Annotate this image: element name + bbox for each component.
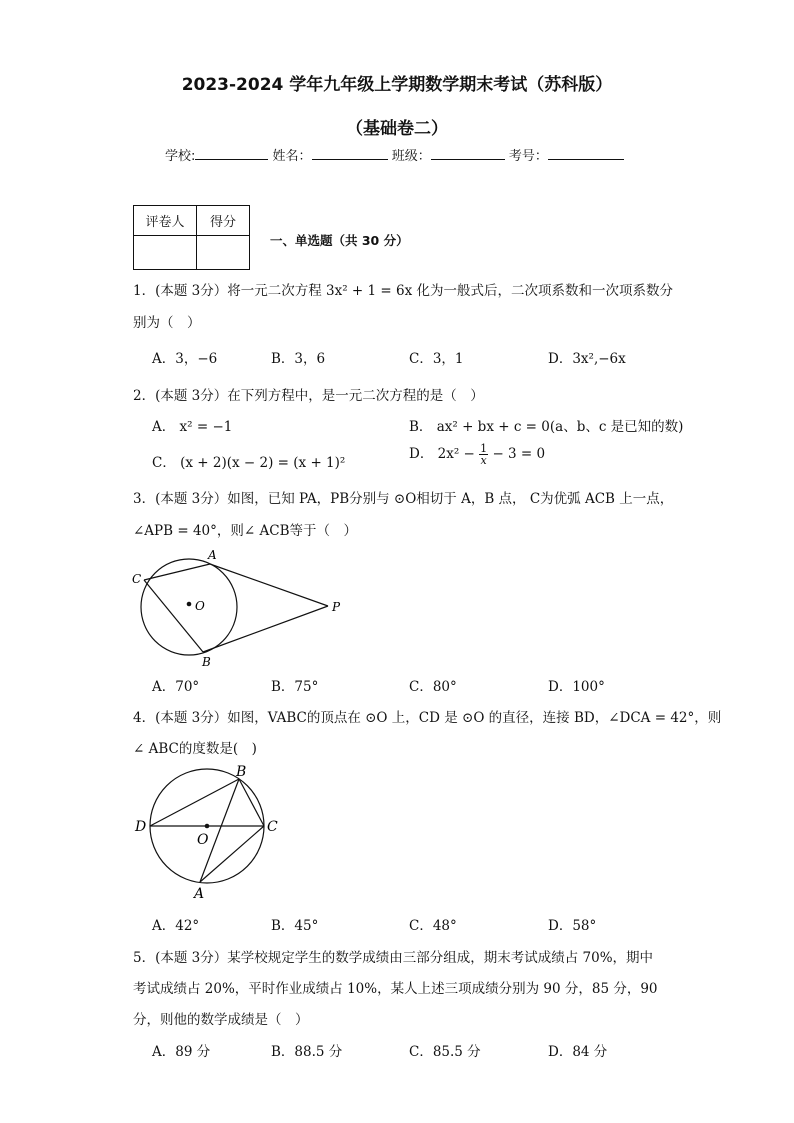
fraction-numerator: 1 bbox=[480, 442, 488, 455]
q4-stem-line1: 4．(本题 3分）如图，VABC的顶点在 ⊙O 上，CD 是 ⊙O 的直径，连接 BD，∠DCA = 42°，则 bbox=[133, 710, 722, 726]
q4-option-b[interactable]: B．45° bbox=[271, 918, 319, 934]
q4-chord-db bbox=[150, 779, 239, 826]
q1-option-d[interactable]: D．3x²,−6x bbox=[548, 351, 626, 367]
q5-stem-line3: 分，则他的数学成绩是（ ） bbox=[133, 1012, 309, 1028]
q5-option-b[interactable]: B．88.5 分 bbox=[271, 1044, 343, 1060]
q2-option-d-fraction bbox=[479, 443, 488, 466]
q2-option-c[interactable]: C． (x + 2)(x − 2) = (x + 1)² bbox=[152, 455, 346, 471]
score-table bbox=[133, 205, 250, 270]
q3-label-o: O bbox=[195, 599, 205, 613]
grader-cell[interactable] bbox=[134, 236, 197, 270]
q3-figure bbox=[130, 545, 350, 670]
q3-label-a: A bbox=[208, 548, 217, 562]
class-field[interactable] bbox=[431, 147, 505, 160]
exam-number-label: 考号： bbox=[508, 149, 548, 164]
q1-stem-line1: 1．(本题 3分）将一元二次方程 3x² + 1 = 6x 化为一般式后，二次项系数和一次项系数分 bbox=[133, 283, 674, 299]
q2-option-d[interactable] bbox=[409, 442, 545, 466]
q3-chord-ca bbox=[144, 564, 210, 580]
q4-chord-bc bbox=[239, 779, 264, 826]
name-field[interactable] bbox=[312, 147, 388, 160]
q5-option-c[interactable]: C．85.5 分 bbox=[409, 1044, 481, 1060]
q3-option-a[interactable]: A．70° bbox=[152, 679, 200, 695]
q4-label-d: D bbox=[135, 819, 147, 835]
q1-option-b[interactable]: B．3，6 bbox=[271, 351, 326, 367]
q3-circle bbox=[141, 559, 237, 655]
q4-label-b: B bbox=[236, 764, 247, 780]
section-title: 一、单选题（共 30 分） bbox=[270, 233, 409, 248]
exam-title: 2023-2024 学年九年级上学期数学期末考试（苏科版） bbox=[181, 75, 613, 95]
q1-stem-line2: 别为（ ） bbox=[133, 315, 201, 331]
student-info-row bbox=[165, 145, 624, 164]
q3-tangent-pa bbox=[210, 564, 328, 606]
school-field[interactable] bbox=[195, 147, 268, 160]
q3-label-p: P bbox=[332, 600, 341, 614]
q3-chord-cb bbox=[144, 580, 203, 652]
q4-chord-ba bbox=[200, 779, 239, 882]
q3-stem-line2: ∠APB = 40°，则∠ ACB等于（ ） bbox=[133, 523, 357, 539]
q3-option-b[interactable]: B．75° bbox=[271, 679, 319, 695]
q5-option-d[interactable]: D．84 分 bbox=[548, 1044, 608, 1060]
q4-label-c: C bbox=[267, 819, 278, 835]
score-cell[interactable] bbox=[197, 236, 250, 270]
q3-tangent-pb bbox=[203, 606, 328, 652]
q4-option-d[interactable]: D．58° bbox=[548, 918, 597, 934]
school-label: 学校: bbox=[165, 149, 196, 164]
exam-subtitle: （基础卷二） bbox=[346, 119, 448, 139]
q4-label-a: A bbox=[194, 886, 205, 902]
q5-stem-line1: 5．(本题 3分）某学校规定学生的数学成绩由三部分组成，期末考试成绩占 70%，期中 bbox=[133, 950, 654, 966]
q2-option-b[interactable]: B． ax² + bx + c = 0(a、b、c 是已知的数) bbox=[409, 419, 684, 435]
exam-number-field[interactable] bbox=[548, 147, 624, 160]
q3-option-d[interactable]: D．100° bbox=[548, 679, 605, 695]
q4-figure bbox=[130, 762, 290, 902]
q4-chord-ac bbox=[200, 826, 264, 882]
q4-label-o: O bbox=[197, 832, 209, 848]
q1-option-a[interactable]: A．3，−6 bbox=[152, 351, 218, 367]
q4-option-c[interactable]: C．48° bbox=[409, 918, 457, 934]
score-header: 得分 bbox=[197, 206, 250, 236]
q5-stem-line2: 考试成绩占 20%，平时作业成绩占 10%，某人上述三项成绩分别为 90 分，85 分，90 bbox=[133, 981, 658, 997]
q3-label-c: C bbox=[132, 572, 142, 586]
q3-stem-line1: 3．(本题 3分）如图，已知 PA，PB分别与 ⊙O相切于 A，B 点， C为优弧 ACB 上一点， bbox=[133, 491, 674, 507]
name-label: 姓名： bbox=[272, 149, 312, 164]
q1-option-c[interactable]: C．3，1 bbox=[409, 351, 464, 367]
q2-option-a[interactable]: A． x² = −1 bbox=[152, 419, 233, 435]
q3-option-c[interactable]: C．80° bbox=[409, 679, 457, 695]
fraction-denominator: x bbox=[480, 454, 487, 467]
q5-option-a[interactable]: A．89 分 bbox=[152, 1044, 211, 1060]
q4-center-point bbox=[205, 824, 210, 829]
q4-stem-line2: ∠ ABC的度数是( ) bbox=[133, 741, 257, 757]
q3-label-b: B bbox=[202, 655, 211, 669]
class-label: 班级： bbox=[391, 149, 431, 164]
q2-option-d-post: − 3 = 0 bbox=[492, 446, 546, 462]
q2-stem: 2．(本题 3分）在下列方程中，是一元二次方程的是（ ） bbox=[133, 388, 484, 404]
grader-header: 评卷人 bbox=[134, 206, 197, 236]
q3-center-point bbox=[187, 602, 192, 607]
q4-option-a[interactable]: A．42° bbox=[152, 918, 200, 934]
q2-option-d-pre: D． 2x² − bbox=[409, 446, 475, 462]
